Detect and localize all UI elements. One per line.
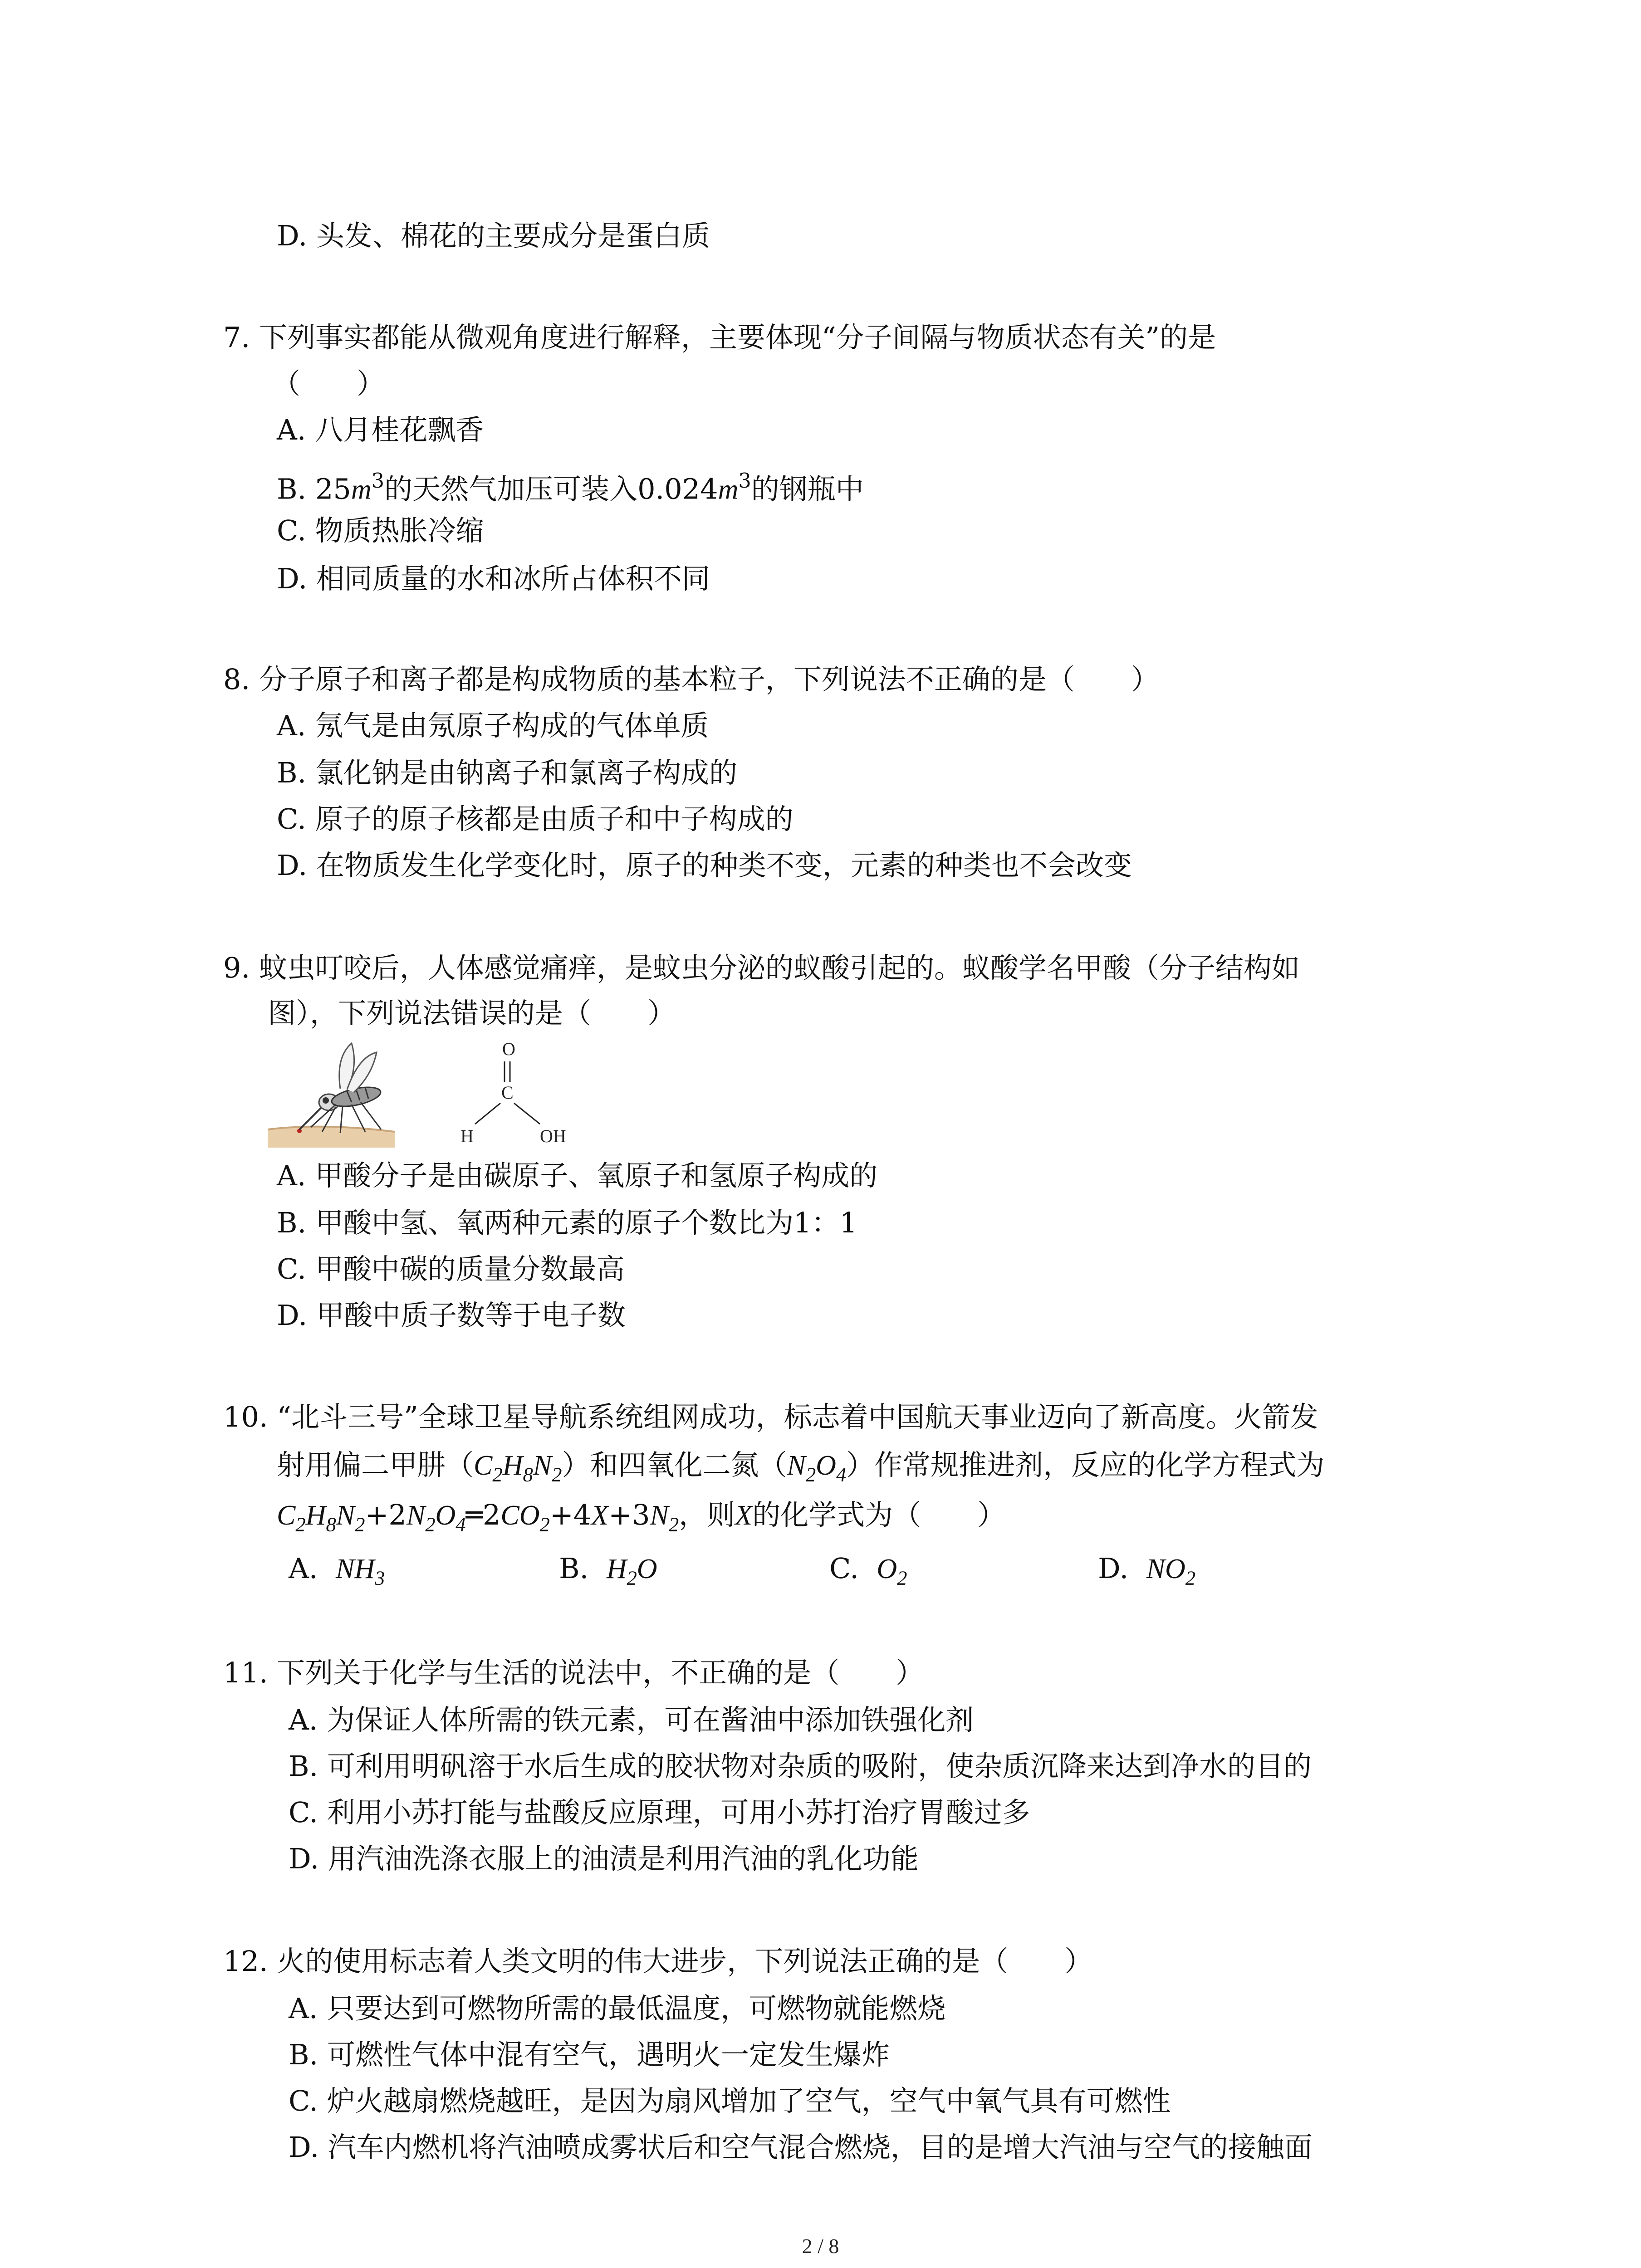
q8-option-a: A. 氖气是由氖原子构成的气体单质: [277, 709, 709, 742]
q9-option-b: B. 甲酸中氢、氧两种元素的原子个数比为1：1: [277, 1206, 857, 1239]
q7-stem-bracket: （ ）: [272, 367, 385, 400]
q9-stem-line2: 图），下列说法错误的是（ ）: [268, 997, 676, 1030]
q8-option-b: B. 氯化钠是由钠离子和氯离子构成的: [277, 756, 737, 789]
q12-option-c: C. 炉火越扇燃烧越旺，是因为扇风增加了空气，空气中氧气具有可燃性: [289, 2084, 1171, 2117]
q10-option-d: D. $NO_2$: [1098, 1552, 1196, 1589]
page-number: 2 / 8: [802, 2234, 839, 2258]
q7-option-b: B. $25m^3$的天然气加压可装入$0.024m^3$的钢瓶中: [277, 469, 864, 506]
q8-stem: 8. 分子原子和离子都是构成物质的基本粒子，下列说法不正确的是（ ）: [223, 663, 1159, 696]
formic-acid-structure: [447, 1034, 592, 1152]
q10-option-b: B. $H_2O$: [559, 1552, 657, 1589]
q7-option-d: D. 相同质量的水和冰所占体积不同: [277, 562, 710, 595]
q10-stem-line2: 射用偏二甲肼$(C_2H_8N_2)$和四氧化二氮$(N_2O_4)$作常规推进剂，反应的化学方程式为: [277, 1448, 1325, 1486]
q12-option-b: B. 可燃性气体中混有空气，遇明火一定发生爆炸: [289, 2038, 890, 2071]
q11-option-d: D. 用汽油洗涤衣服上的油渍是利用汽油的乳化功能: [289, 1842, 919, 1875]
q11-option-a: A. 为保证人体所需的铁元素，可在酱油中添加铁强化剂: [289, 1703, 974, 1736]
q10-equation-line: $C_2H_8N_2+2N_2O_4═2CO_2+4X+3N_2$，则X的化学式为（ ）: [277, 1498, 1006, 1536]
mosquito-illustration: [268, 1039, 395, 1148]
structure-atom-oh: OH: [540, 1126, 566, 1146]
q11-option-c: C. 利用小苏打能与盐酸反应原理，可用小苏打治疗胃酸过多: [289, 1796, 1030, 1829]
q11-option-b: B. 可利用明矾溶于水后生成的胶状物对杂质的吸附，使杂质沉降来达到净水的目的: [289, 1750, 1312, 1783]
q8-option-d: D. 在物质发生化学变化时，原子的种类不变，元素的种类也不会改变: [277, 849, 1132, 882]
q7-option-a: A. 八月桂花飘香: [277, 413, 484, 446]
q9-option-d: D. 甲酸中质子数等于电子数: [277, 1299, 626, 1332]
q12-option-d: D. 汽车内燃机将汽油喷成雾状后和空气混合燃烧，目的是增大汽油与空气的接触面: [289, 2131, 1313, 2164]
structure-atom-c: C: [501, 1082, 514, 1103]
q11-stem: 11. 下列关于化学与生活的说法中，不正确的是（ ）: [223, 1656, 924, 1689]
q6-option-d: D. 头发、棉花的主要成分是蛋白质: [277, 219, 710, 252]
q9-option-c: C. 甲酸中碳的质量分数最高: [277, 1252, 625, 1286]
q12-option-a: A. 只要达到可燃物所需的最低温度，可燃物就能燃烧: [289, 1992, 946, 2025]
q9-stem: 9. 蚊虫叮咬后，人体感觉痛痒，是蚊虫分泌的蚁酸引起的。蚁酸学名甲酸（分子结构如: [223, 951, 1300, 984]
q10-option-c: C. $O_2$: [829, 1552, 907, 1589]
q8-option-c: C. 原子的原子核都是由质子和中子构成的: [277, 802, 794, 836]
q10-stem: 10. “北斗三号”全球卫星导航系统组网成功，标志着中国航天事业迈向了新高度。火箭发: [223, 1400, 1318, 1433]
structure-atom-h: H: [460, 1126, 474, 1146]
q7-stem: 7. 下列事实都能从微观角度进行解释，主要体现“分子间隔与物质状态有关”的是: [223, 321, 1216, 354]
q12-stem: 12. 火的使用标志着人类文明的伟大进步，下列说法正确的是（ ）: [223, 1945, 1093, 1978]
q7-option-c: C. 物质热胀冷缩: [277, 514, 484, 547]
q9-option-a: A. 甲酸分子是由碳原子、氧原子和氢原子构成的: [277, 1159, 878, 1192]
structure-atom-o-top: O: [502, 1039, 515, 1059]
q10-option-a: A. $NH_3$: [289, 1552, 385, 1589]
